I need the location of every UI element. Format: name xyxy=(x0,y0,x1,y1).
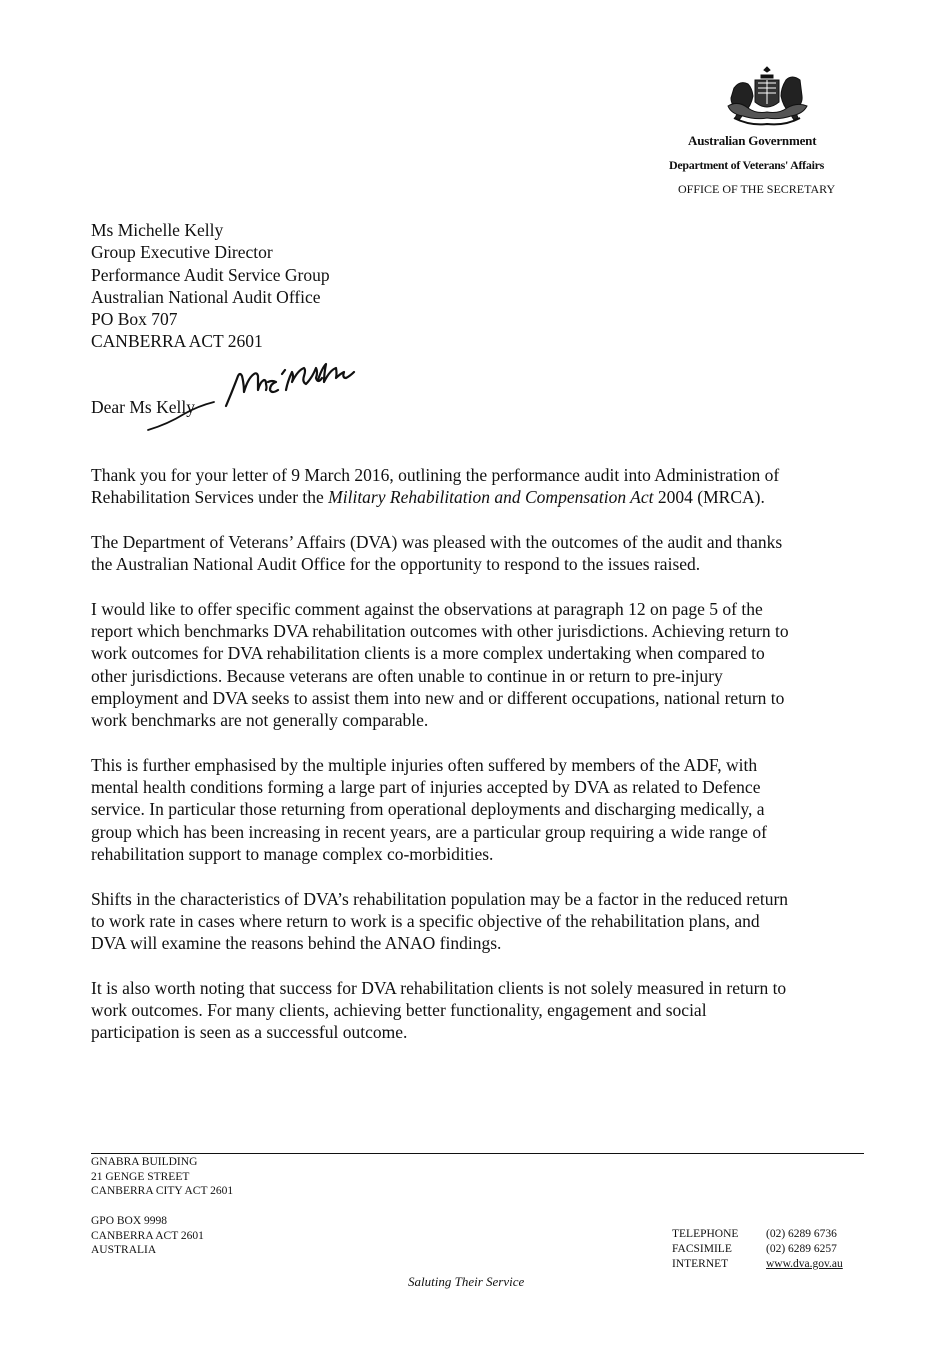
paragraph-3 xyxy=(91,598,881,732)
paragraph-1-line-1: Thank you for your letter of 9 March 2016, outlining the performance audit into Administration of xyxy=(91,465,780,485)
paragraph-1-text: Rehabilitation Services under the xyxy=(91,487,329,508)
paragraph-2-line: The Department of Veterans’ Affairs (DVA) was pleased with the outcomes of the audit and thanks xyxy=(91,531,783,552)
paragraph-4-line: This is further emphasised by the multiple injuries often suffered by members of the ADF, with xyxy=(91,754,758,775)
paragraph-4 xyxy=(91,754,881,865)
telephone-value: (02) 6289 6736 xyxy=(766,1228,837,1240)
paragraph-5-line: DVA will examine the reasons behind the ANAO findings. xyxy=(91,933,502,954)
paragraph-3-line: report which benchmarks DVA rehabilitation outcomes with other jurisdictions. Achieving return to xyxy=(91,621,789,642)
coat-of-arms-icon xyxy=(722,66,812,130)
paragraph-3-line: I would like to offer specific comment against the observations at paragraph 12 on page 5 of the xyxy=(91,598,763,619)
recipient-po-box: PO Box 707 xyxy=(91,309,178,330)
act-title: Military Rehabilitation and Compensation Act xyxy=(328,487,654,508)
paragraph-3-line: work outcomes for DVA rehabilitation clients is a more complex undertaking when compared to xyxy=(91,643,765,664)
paragraph-3-line: other jurisdictions. Because veterans are often unable to continue in or return to pre-injury xyxy=(91,665,723,686)
paragraph-5-line: Shifts in the characteristics of DVA’s rehabilitation population may be a factor in the reduced return xyxy=(91,888,789,909)
paragraph-5-line: to work rate in cases where return to work is a specific objective of the rehabilitation plans, and xyxy=(91,910,760,931)
letter-body xyxy=(91,464,881,1066)
footer-motto: Saluting Their Service xyxy=(408,1274,525,1289)
facsimile-value: (02) 6289 6257 xyxy=(766,1243,837,1256)
internet-label: INTERNET xyxy=(672,1258,729,1271)
paragraph-1-text-end: 2004 (MRCA). xyxy=(653,487,765,508)
paragraph-4-line: group which has been increasing in recent years, are a particular group requiring a wide range of xyxy=(91,821,767,842)
government-name: Australian Government xyxy=(688,133,817,148)
paragraph-5 xyxy=(91,888,881,955)
footer-gpo-box: GPO BOX 9998 xyxy=(91,1215,168,1227)
recipient-address xyxy=(91,219,330,353)
facsimile-label: FACSIMILE xyxy=(672,1243,732,1256)
footer-country: AUSTRALIA xyxy=(91,1244,157,1257)
paragraph-2 xyxy=(91,531,881,576)
footer-building: GNABRA BUILDING xyxy=(91,1156,198,1168)
recipient-name: Ms Michelle Kelly xyxy=(91,220,224,240)
paragraph-6-line: It is also worth noting that success for DVA rehabilitation clients is not solely measured in return to xyxy=(91,977,787,998)
department-name: Department of Veterans' Affairs xyxy=(669,158,825,172)
telephone-label: TELEPHONE xyxy=(672,1228,739,1240)
paragraph-6-line: participation is seen as a successful outcome. xyxy=(91,1022,408,1043)
footer-postal-city: CANBERRA ACT 2601 xyxy=(91,1229,204,1242)
recipient-group: Performance Audit Service Group xyxy=(91,264,330,285)
recipient-city: CANBERRA ACT 2601 xyxy=(91,331,263,352)
salutation: Dear Ms Kelly xyxy=(91,397,196,417)
handwritten-name-michelle xyxy=(222,360,362,412)
footer-divider xyxy=(91,1153,864,1154)
recipient-organisation: Australian National Audit Office xyxy=(91,286,321,307)
paragraph-2-line: the Australian National Audit Office for the opportunity to respond to the issues raised. xyxy=(91,554,701,575)
footer-street: 21 GENGE STREET xyxy=(91,1170,190,1183)
paragraph-3-line: employment and DVA seeks to assist them into new and or different occupations, national return to xyxy=(91,687,785,708)
footer-street-address xyxy=(91,1155,233,1199)
website-link[interactable]: www.dva.gov.au xyxy=(766,1258,843,1271)
handwritten-strikethrough xyxy=(146,400,216,434)
paragraph-3-line: work benchmarks are not generally comparable. xyxy=(91,710,429,731)
paragraph-4-line: service. In particular those returning from operational deployments and discharging medically, a xyxy=(91,799,765,820)
footer-postal-address xyxy=(91,1214,204,1258)
paragraph-4-line: mental health conditions forming a large part of injuries accepted by DVA as related to Defence xyxy=(91,777,761,798)
recipient-title: Group Executive Director xyxy=(91,242,273,263)
office-name: OFFICE OF THE SECRETARY xyxy=(678,182,836,196)
footer-contact-details xyxy=(672,1227,843,1272)
paragraph-1 xyxy=(91,464,881,509)
paragraph-4-line: rehabilitation support to manage complex co-morbidities. xyxy=(91,844,494,865)
footer-city: CANBERRA CITY ACT 2601 xyxy=(91,1185,234,1198)
paragraph-6-line: work outcomes. For many clients, achieving better functionality, engagement and social xyxy=(91,1000,707,1021)
paragraph-6 xyxy=(91,977,881,1044)
paragraph-1-line-2 xyxy=(91,486,881,508)
